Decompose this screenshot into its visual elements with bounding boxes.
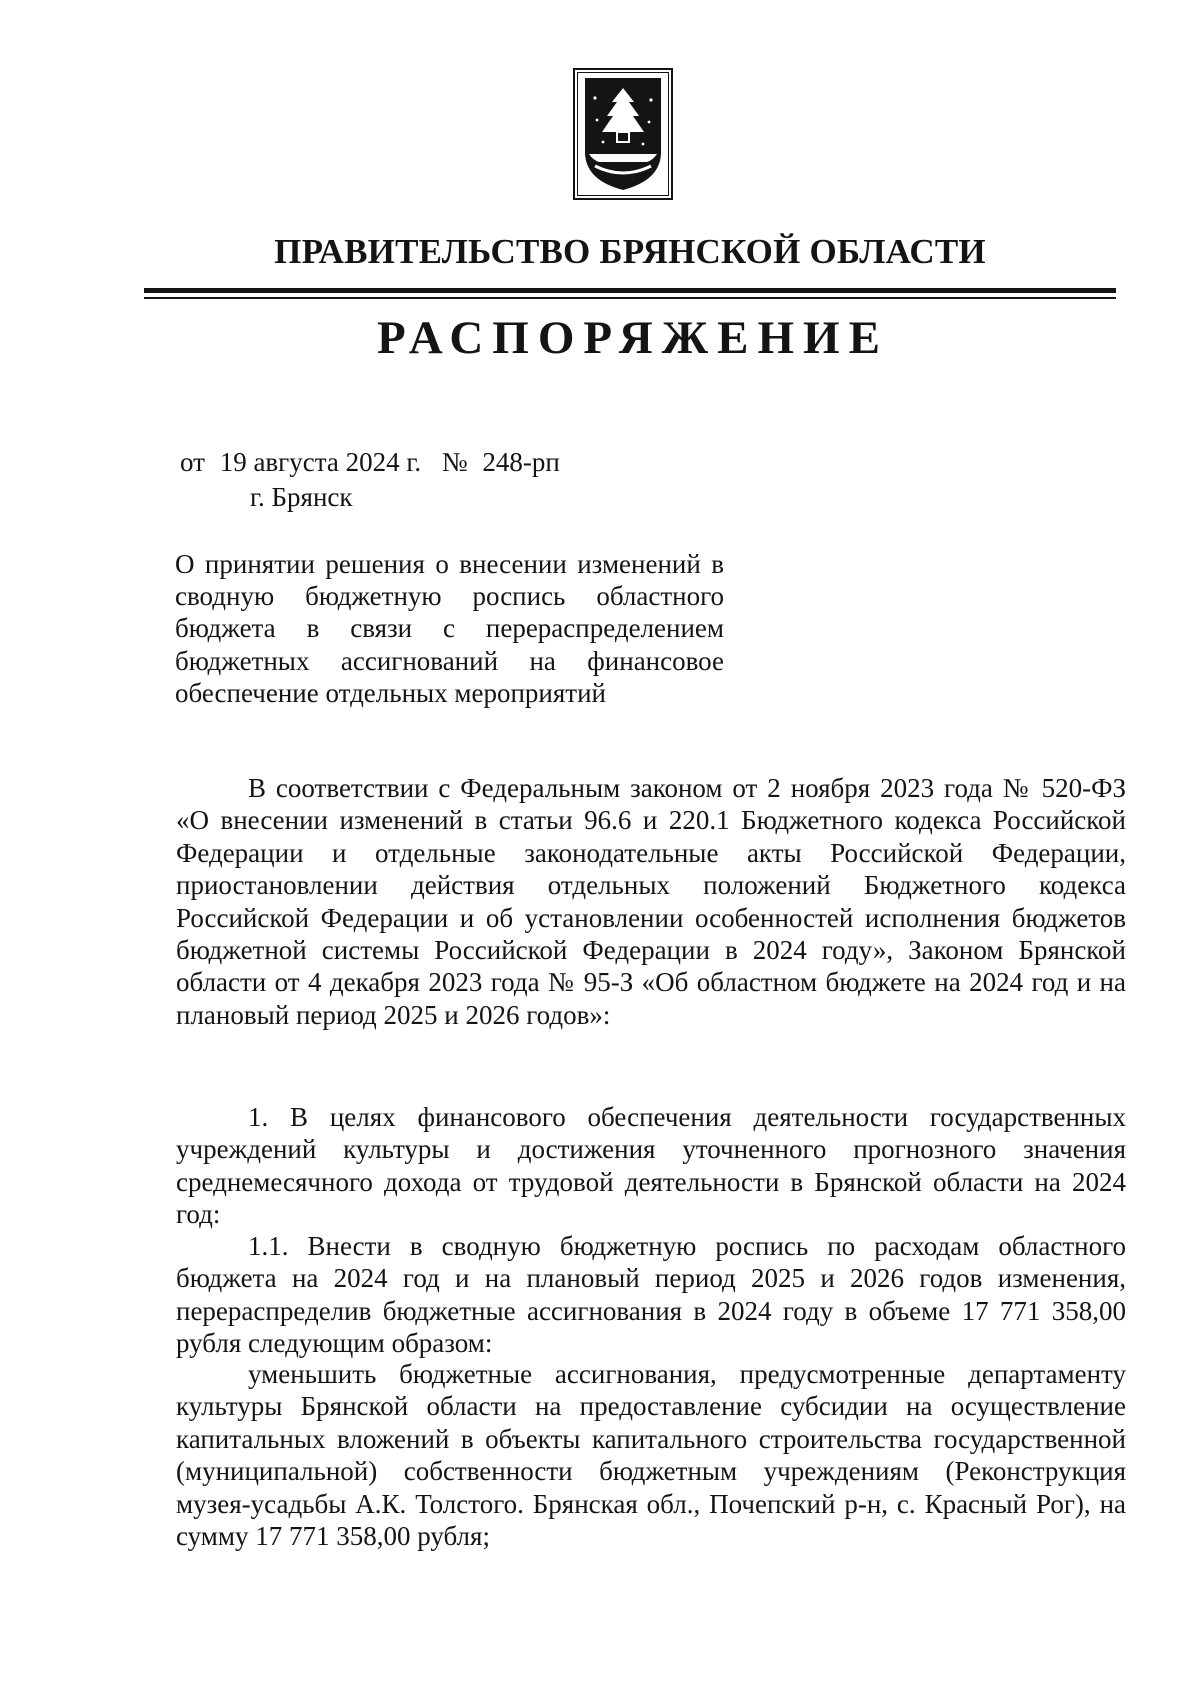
document-type-title: РАСПОРЯЖЕНИЕ (377, 312, 889, 364)
document-subject: О принятии решения о внесении изменений в сводную бюджетную роспись областного бюджета в связи с перераспределением бюджетных ассигнований на финансовое обеспечение отдельных мероприятий (175, 549, 724, 708)
paragraph-clause-1-1: 1.1. Внести в сводную бюджетную роспись по расходам областного бюджета на 2024 год и на плановый период 2025 и 2026 годов изменения, перераспределив бюджетные ассигнования в 2024 году в объеме 17 771 358,00 рубля следующим образом: (176, 1231, 1126, 1359)
reduction-clause (176, 1358, 1126, 1552)
document-date: 19 августа 2024 г. (219, 447, 422, 477)
clause-1-1 (176, 1230, 1126, 1360)
from-label: от (180, 447, 205, 477)
paragraph-clause-1: 1. В целях финансового обеспечения деятельности государственных учреждений культуры и достижения уточненного прогнозного значения среднемесячного дохода от трудовой деятельности в Брянской области на 2024 год: (176, 1102, 1126, 1230)
paragraph-preamble: В соответствии с Федеральным законом от 2 ноября 2023 года № 520-ФЗ «О внесении изменений в статьи 96.6 и 220.1 Бюджетного кодекса Российской Федерации и отдельные законодательные акты Российской Федерации, приостановлении действия отдельных положений Бюджетного кодекса Российской Федерации и об установлении особенностей исполнения бюджетов бюджетной системы Российской Федерации в 2024 году», Законом Брянской области от 4 декабря 2023 года № 95-З «Об областном бюджете на 2024 год и на плановый период 2025 и 2026 годов»: (176, 773, 1126, 1030)
date-number-line (180, 446, 560, 478)
organization-title: ПРАВИТЕЛЬСТВО БРЯНСКОЙ ОБЛАСТИ (274, 232, 986, 271)
document-number: 248-рп (482, 447, 560, 477)
header-rule-thick (144, 288, 1116, 293)
coat-of-arms-emblem (573, 68, 673, 200)
paragraph-reduction: уменьшить бюджетные ассигнования, предусмотренные департаменту культуры Брянской области на предоставление субсидии на осуществление капитальных вложений в объекты капитального строительства государственной (муниципальной) собственности бюджетным учреждениям (Реконструкция музея-усадьбы А.К. Толстого. Брянская обл., Почепский р-н, с. Красный Рог), на сумму 17 771 358,00 рубля; (176, 1359, 1126, 1552)
preamble-paragraph (176, 772, 1126, 1031)
header-rule-thin (144, 297, 1116, 299)
clause-1 (176, 1101, 1126, 1231)
number-label: № (441, 447, 468, 477)
document-city: г. Брянск (250, 482, 353, 512)
